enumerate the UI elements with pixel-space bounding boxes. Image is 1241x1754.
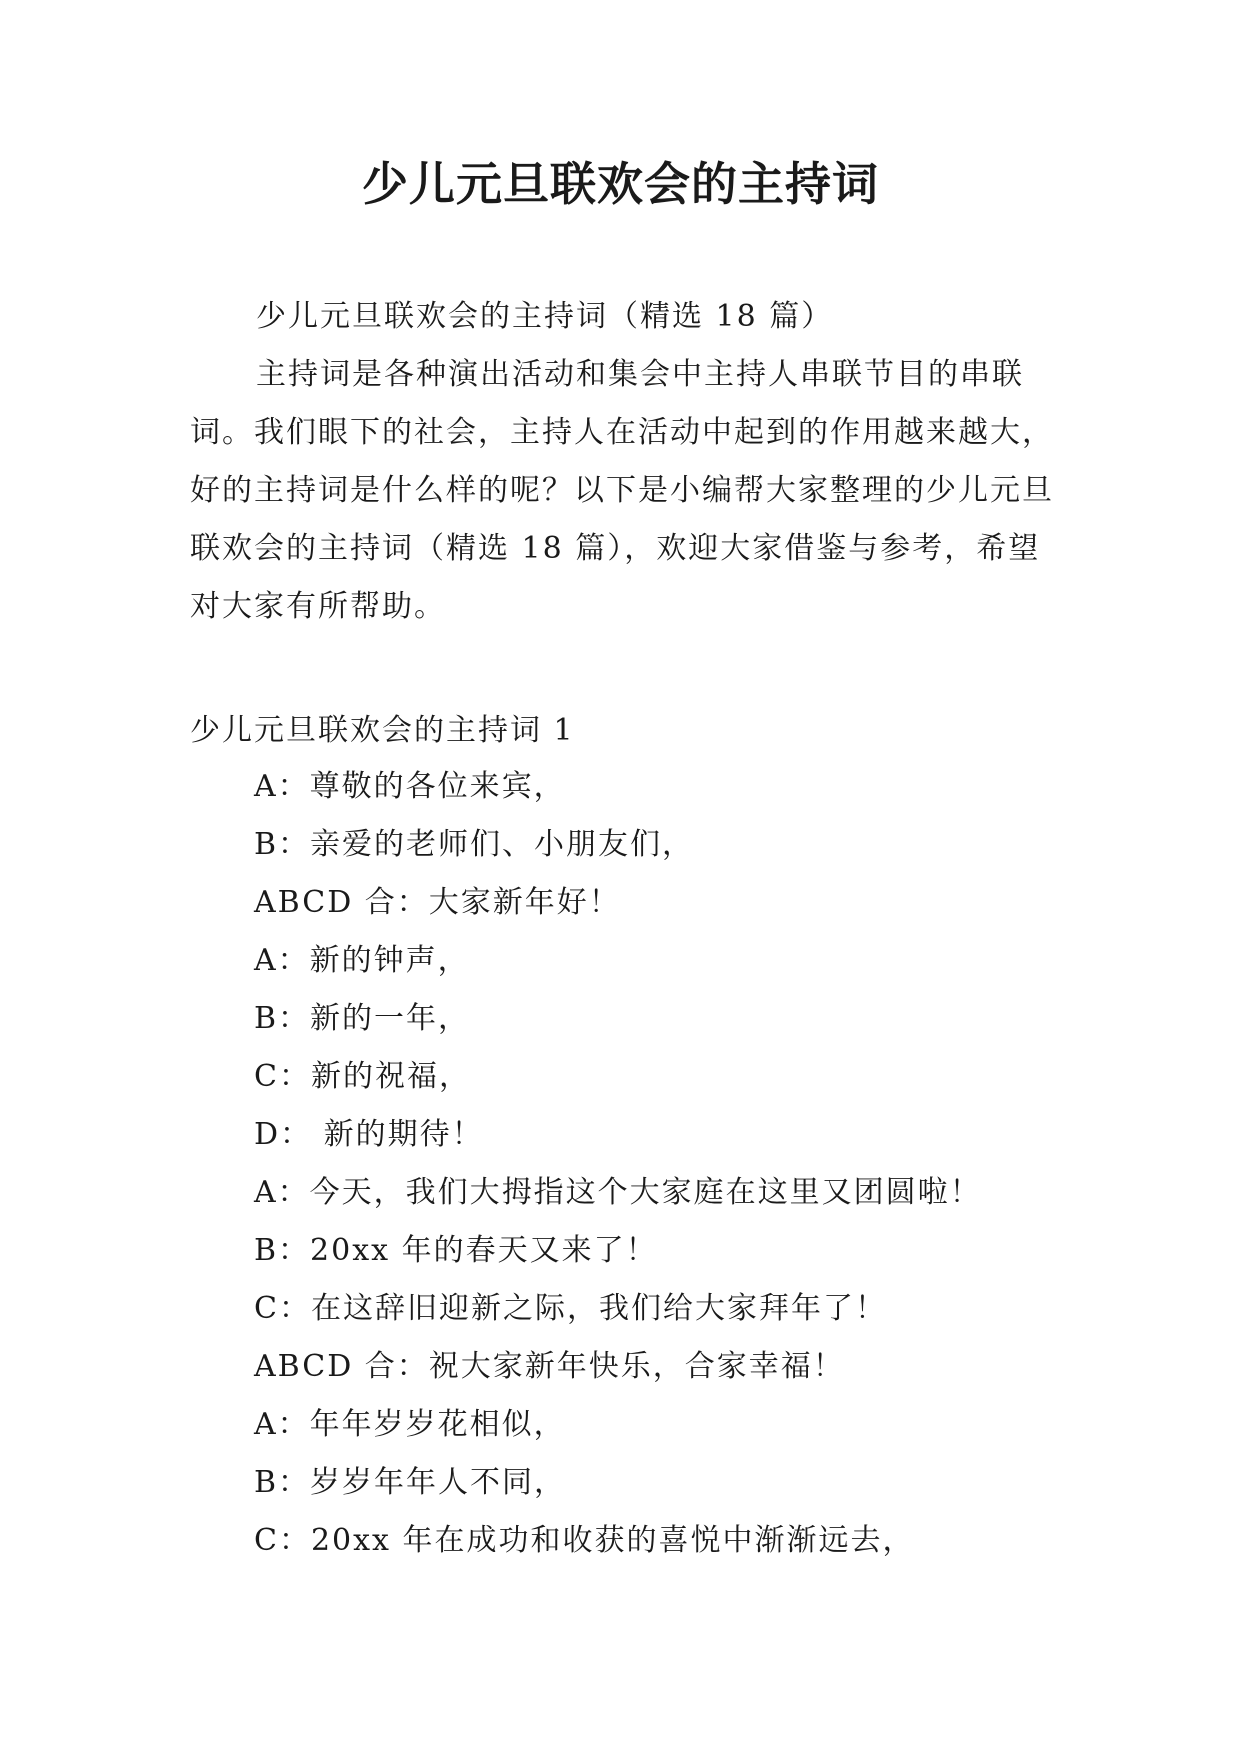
dialogue-line: C：新的祝福， xyxy=(254,1059,471,1094)
dialogue-line: A：尊敬的各位来宾， xyxy=(254,769,566,804)
dialogue-list xyxy=(254,758,1074,1570)
dialogue-line: C：20xx 年在成功和收获的喜悦中渐渐远去， xyxy=(254,1523,915,1558)
section-heading: 少儿元旦联欢会的主持词 1 xyxy=(190,713,575,748)
dialogue-line: D： 新的期待！ xyxy=(254,1117,484,1152)
document-subtitle: 少儿元旦联欢会的主持词（精选 18 篇） xyxy=(256,299,834,334)
dialogue-line: A：今天，我们大拇指这个大家庭在这里又团圆啦！ xyxy=(254,1175,982,1210)
dialogue-line: C：在这辞旧迎新之际，我们给大家拜年了！ xyxy=(254,1291,887,1326)
intro-paragraph: 主持词是各种演出活动和集会中主持人串联节目的串联词。我们眼下的社会，主持人在活动中起到的作用越来越大，好的主持词是什么样的呢？以下是小编帮大家整理的少儿元旦联欢会的主持词（精选 18 篇），欢迎大家借鉴与参考，希望对大家有所帮助。 xyxy=(190,357,1054,624)
dialogue-line: ABCD 合：祝大家新年快乐，合家幸福！ xyxy=(254,1349,845,1384)
document-title: 少儿元旦联欢会的主持词 xyxy=(362,157,879,211)
dialogue-line: B：新的一年， xyxy=(254,1001,471,1036)
dialogue-line: A：新的钟声， xyxy=(254,943,470,978)
dialogue-line: ABCD 合：大家新年好！ xyxy=(254,885,621,920)
dialogue-line: B：亲爱的老师们、小朋友们， xyxy=(254,827,695,862)
dialogue-line: A：年年岁岁花相似， xyxy=(254,1407,566,1442)
dialogue-line: B：20xx 年的春天又来了！ xyxy=(254,1233,658,1268)
dialogue-line: B：岁岁年年人不同， xyxy=(254,1465,567,1500)
